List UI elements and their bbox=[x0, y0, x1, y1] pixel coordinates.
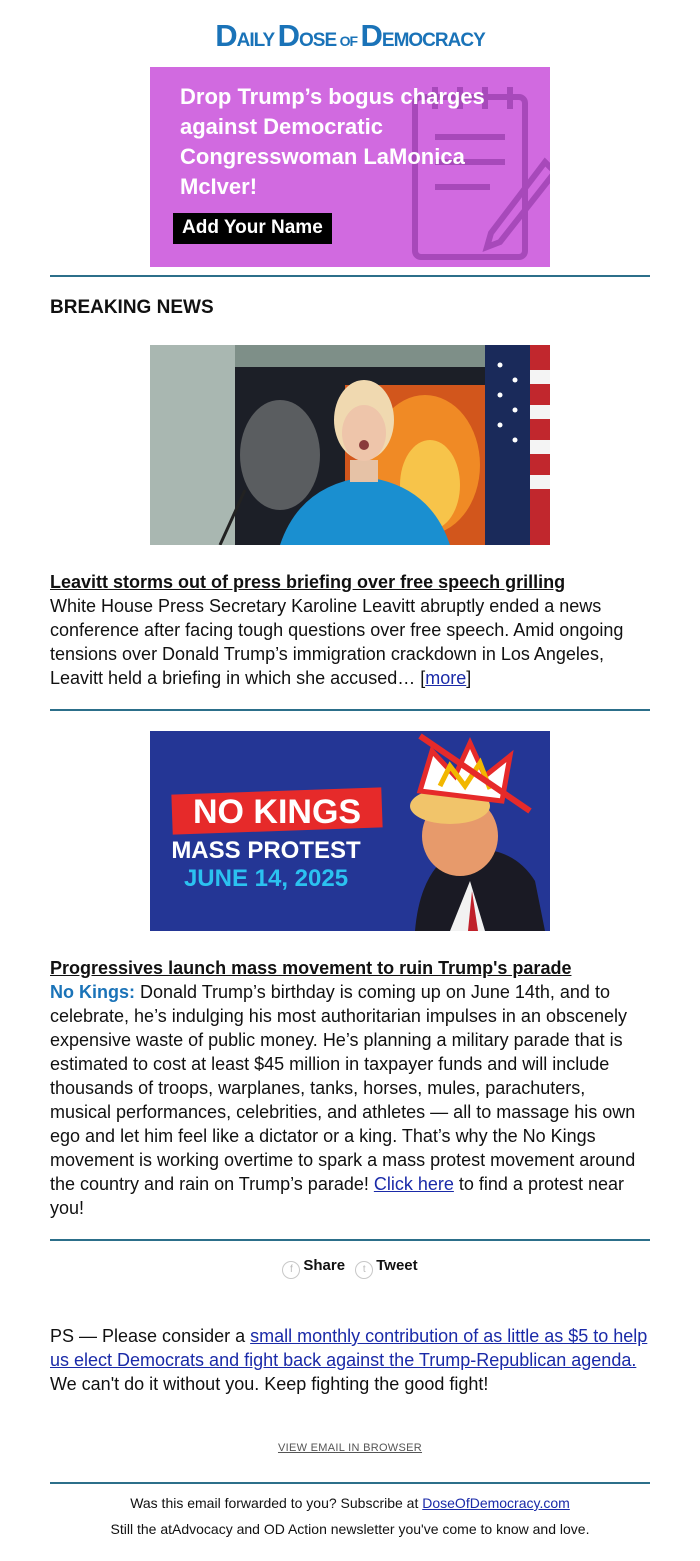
article-1-title-link[interactable]: Leavitt storms out of press briefing over free speech grilling bbox=[50, 572, 566, 592]
share-facebook-button[interactable] bbox=[282, 1257, 345, 1274]
ps-paragraph bbox=[50, 1324, 650, 1396]
article-2-title-link[interactable]: Progressives launch mass movement to ruin Trump's parade bbox=[50, 958, 572, 978]
divider bbox=[50, 275, 650, 277]
section-heading: BREAKING NEWS bbox=[50, 297, 214, 318]
petition-banner[interactable] bbox=[150, 67, 550, 267]
divider bbox=[50, 709, 650, 711]
footer-tagline: Still the atAdvocacy and OD Action newsletter you've come to know and love. bbox=[110, 1521, 590, 1537]
poster-title: NO KINGS bbox=[192, 793, 362, 831]
contribution-link[interactable]: small monthly contribution of as little as $5 to help us elect Democrats and fight back against the Trump-Republican agenda. bbox=[50, 1326, 648, 1370]
article-2-text-after: to find a protest near you! bbox=[50, 1174, 624, 1218]
forwarded-text: Was this email forwarded to you? Subscribe at bbox=[130, 1495, 423, 1511]
add-your-name-button[interactable]: Add Your Name bbox=[173, 213, 332, 244]
banner-headline[interactable]: Drop Trump’s bogus charges against Democratic Congresswoman LaMonica McIver! bbox=[180, 84, 485, 199]
divider bbox=[50, 1482, 650, 1484]
facebook-icon: f bbox=[282, 1261, 300, 1279]
subscribe-site-link[interactable]: DoseOfDemocracy.com bbox=[422, 1495, 570, 1511]
article-2-lede: No Kings: bbox=[50, 982, 135, 1002]
article-1-text: White House Press Secretary Karoline Leavitt abruptly ended a news conference after facing tough questions over free speech. Amid ongoing tensions over Donald Trump’s immigration crackdown in Los Angeles, Leavitt held a briefing in which she accused… bbox=[50, 596, 624, 688]
article-2-body bbox=[50, 980, 650, 1220]
bracket: ] bbox=[466, 668, 472, 688]
article-1-image[interactable] bbox=[150, 345, 550, 545]
article-2-text: Donald Trump’s birthday is coming up on June 14th, and to celebrate, he’s indulging his most authoritarian impulses in an obscenely expensive waste of public money. He’s planning a military parade that is estimated to cost at least $45 million in taxpayer funds and will include thousands of troops, warplanes, tanks, horses, mules, parachuters, musical performances, celebrities, and athletes — all to massage his own ego and let him feel like a dictator or a king. That’s why the No Kings movement is working overtime to spark a mass protest movement around the country and rain on Trump’s parade! bbox=[50, 982, 636, 1194]
ps-prefix: PS — Please consider a bbox=[50, 1326, 251, 1346]
article-2-image[interactable] bbox=[150, 731, 550, 931]
tweet-label: Tweet bbox=[376, 1257, 418, 1274]
divider bbox=[50, 1239, 650, 1241]
view-in-browser-link[interactable]: VIEW EMAIL IN BROWSER bbox=[277, 1442, 423, 1454]
find-protest-link[interactable]: Click here bbox=[373, 1174, 454, 1194]
share-row bbox=[50, 1257, 650, 1279]
masthead-logo[interactable]: DAILY DOSE OF DEMOCRACY bbox=[215, 18, 485, 53]
share-label: Share bbox=[303, 1257, 346, 1274]
twitter-icon: t bbox=[355, 1261, 373, 1279]
bracket: [ bbox=[420, 668, 426, 688]
article-1-body bbox=[50, 594, 650, 690]
poster-subtitle: MASS PROTEST bbox=[171, 837, 361, 864]
article-1-more-link[interactable]: more bbox=[425, 668, 467, 688]
poster-date: JUNE 14, 2025 bbox=[183, 865, 349, 892]
ps-suffix: We can't do it without you. Keep fighting the good fight! bbox=[50, 1374, 489, 1394]
share-twitter-button[interactable] bbox=[355, 1257, 417, 1274]
forwarded-notice bbox=[50, 1495, 650, 1511]
